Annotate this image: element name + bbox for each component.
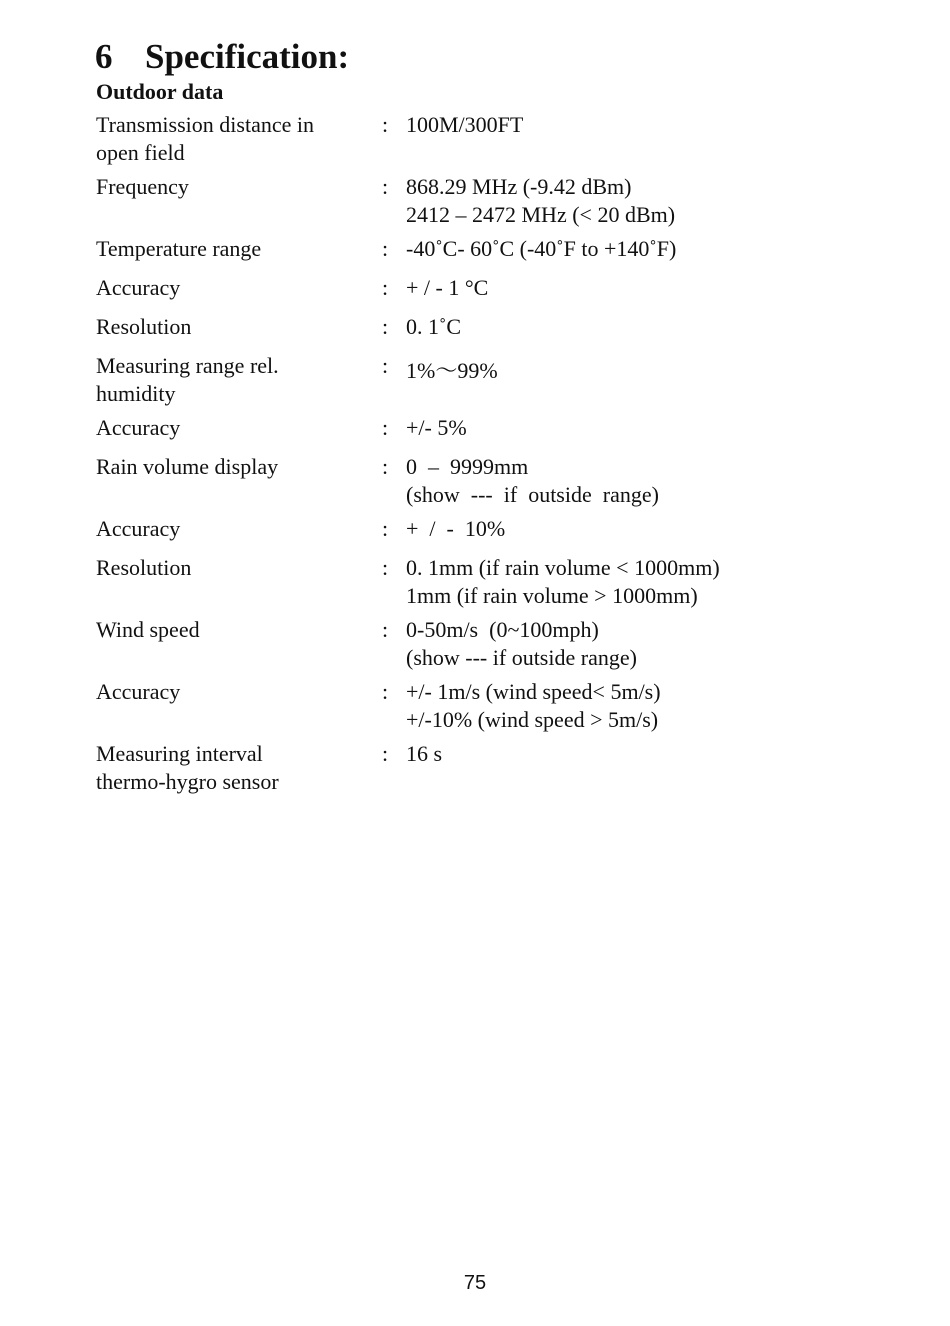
- spec-colon: :: [382, 516, 389, 541]
- spec-value: -40˚C- 60˚C (-40˚F to +140˚F): [406, 236, 677, 261]
- spec-row-humidity-accuracy: [96, 414, 796, 442]
- spec-colon: :: [382, 741, 389, 766]
- spec-label: Resolution: [96, 314, 192, 339]
- spec-value: 0. 1mm (if rain volume < 1000mm) 1mm (if rain volume > 1000mm): [406, 555, 720, 608]
- spec-row-temperature-resolution: [96, 313, 796, 341]
- spec-label: Accuracy: [96, 679, 181, 704]
- spec-label: Measuring range rel. humidity: [96, 353, 279, 406]
- spec-label: Temperature range: [96, 236, 262, 261]
- spec-label: Rain volume display: [96, 454, 279, 479]
- spec-value: 100M/300FT: [406, 112, 524, 137]
- spec-row-measuring-interval: [96, 740, 796, 796]
- spec-colon: :: [382, 555, 389, 580]
- spec-colon: :: [382, 174, 389, 199]
- subsection-title: Outdoor data: [96, 79, 224, 104]
- section-heading: [95, 36, 349, 78]
- spec-label: Transmission distance in open field: [96, 112, 314, 165]
- spec-colon: :: [382, 679, 389, 704]
- spec-row-transmission-distance: [96, 111, 796, 167]
- spec-label: Accuracy: [96, 516, 181, 541]
- spec-colon: :: [382, 415, 389, 440]
- spec-row-wind-accuracy: [96, 678, 796, 734]
- spec-value: 0 – 9999mm (show --- if outside range): [406, 454, 659, 507]
- spec-row-frequency: [96, 173, 796, 229]
- spec-value: + / - 1 °C: [406, 275, 489, 300]
- spec-colon: :: [382, 112, 389, 137]
- spec-label: Resolution: [96, 555, 192, 580]
- spec-value: 0. 1˚C: [406, 314, 461, 339]
- spec-value: +/- 5%: [406, 415, 467, 440]
- spec-colon: :: [382, 454, 389, 479]
- spec-row-wind-speed: [96, 616, 796, 672]
- spec-value: 16 s: [406, 741, 443, 766]
- spec-row-humidity-range: [96, 352, 796, 408]
- spec-row-temperature-accuracy: [96, 274, 796, 302]
- spec-colon: :: [382, 617, 389, 642]
- spec-colon: :: [382, 314, 389, 339]
- spec-value: 868.29 MHz (-9.42 dBm) 2412 – 2472 MHz (< 20 dBm): [406, 174, 676, 227]
- spec-label: Measuring interval thermo-hygro sensor: [96, 741, 279, 794]
- spec-colon: :: [382, 275, 389, 300]
- spec-value: +/- 1m/s (wind speed< 5m/s) +/-10% (wind speed > 5m/s): [406, 679, 661, 732]
- page-number: 75: [463, 1272, 487, 1294]
- spec-colon: :: [382, 353, 389, 378]
- spec-value: 1%～99%: [406, 358, 498, 383]
- spec-label: Accuracy: [96, 415, 181, 440]
- spec-label: Frequency: [96, 174, 189, 199]
- spec-table: [96, 111, 796, 796]
- spec-row-rain-resolution: [96, 554, 796, 610]
- spec-row-rain-volume-display: [96, 453, 796, 509]
- spec-row-temperature-range: [96, 235, 796, 263]
- section-number: 6: [95, 37, 113, 76]
- spec-value: + / - 10%: [406, 516, 506, 541]
- spec-row-rain-accuracy: [96, 515, 796, 543]
- spec-colon: :: [382, 236, 389, 261]
- section-title: Specification:: [145, 37, 350, 76]
- spec-label: Wind speed: [96, 617, 200, 642]
- spec-value: 0-50m/s (0~100mph) (show --- if outside range): [406, 617, 637, 670]
- spec-label: Accuracy: [96, 275, 181, 300]
